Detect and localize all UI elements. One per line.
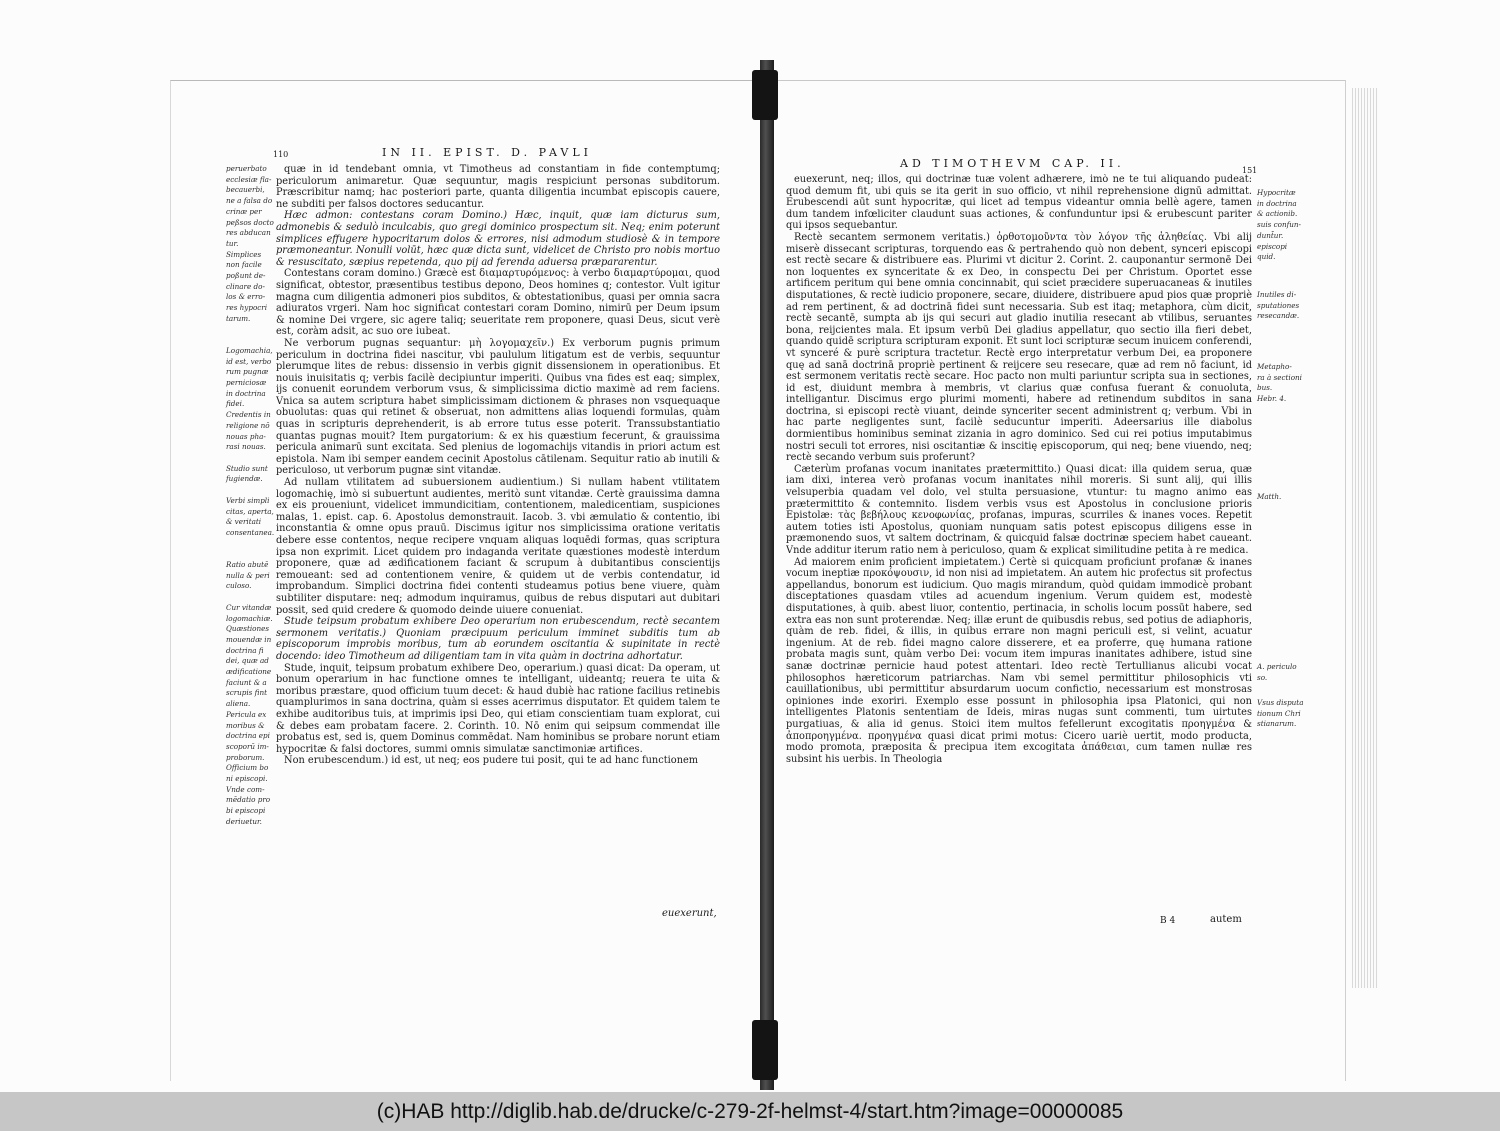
copyright-footer <box>0 1092 1500 1131</box>
right-catchword: autem <box>1210 914 1242 925</box>
footer-credit: (c)HAB http://diglib.hab.de/drucke/c-279-2f-helmst-4/start.htm?image=00000085 <box>376 1099 1124 1123</box>
right-margin-note: Metapho- ra à sectioni bus. Hebr. 4. <box>1257 362 1302 404</box>
left-paragraph: Hæc admon: contestans coram Domino.) Hæc, inquit, quæ iam dicturus sum, admonebis & sedulò inculcabis, quo gregi dominico prospectum sit. Neq; enim poterunt simplices effugere hypocritarum dolos & errores, nisi admodum studiosè & in tempore præmoneantur. Nonulli volūt, hæc quæ dicta sunt, videlicet de Christo pro nobis mortuo & resuscitato, sæpius repetenda, quo pij ad ferenda aduersa præpararentur. <box>276 210 720 268</box>
right-paragraph: Ad maiorem enim proficient impietatem.) Certè si quicquam proficiunt profanæ & inanes vocum ineptiæ προκόψουσιν, id non nisi ad impietatem. An autem hic profectus sit profectus appellandus, bonorum est iudicium. Quo magis mirandum, quòd quidam immodicè probant disceptationes quasdam vtiles ad acuendum ingenium. Verum quidem est, modestè disputationes, à quib. abest liuor, contentio, pertinacia, in scholis locum possūt habere, sed extra eas non sunt proterendæ. Neq; illæ erunt de quibusdis rebus, sed potius de adiaphoris, quàm de reb. fidei, & illis, in quibus errare non magni periculi est, si velint, acuatur ingenium. At de reb. fidei magno calore disserere, et ea proferre, quę humana ratione probata magis sunt, quàm verbo Dei: vocum item impuras inanitates adhibere, istud sine sanæ doctrinæ pernicie haud potest attentari. Ideo rectè Tertullianus alicubi vocat philosophos hæreticorum patriarchas. Nam vbi semel permittitur philosophicis vti cauillationibus, ubi permittitur absurdarum uocum confictio, necessarium est monstrosas opiniones inde exoriri. Exemplo esse possunt in philosophia ipsa Platonici, qui non intelligentes Platonis sententiam de Ideis, miras nugas sunt commenti, tum uirtutes purgatiuas, & alia id genus. Stoici item multos fefellerunt excogitatis προηγμένα & ἀποπροηγμένα. προηγμένα quasi dicat primi motus: Cicero uariè uertit, modo producta, modo promota, præposita & precipua item excogitata ἀπάθειαι, cum tamen nullæ res subsint his uerbis. In Theologia <box>786 556 1252 765</box>
page-edges <box>1352 88 1378 988</box>
left-paragraph: Stude teipsum probatum exhibere Deo operarium non erubescendum, rectè secantem sermonem veritatis.) Quoniam præcipuum periculum imminet subditis tum ab episcoporum improbis moribus, tum ab eorundem oscitantia & supinitate in rectè docendo: ideo Timotheum ad diligentiam tam in vita quàm in doctrina adhortatur. <box>276 616 720 662</box>
right-paragraph: Rectè secantem sermonem veritatis.) ὀρθοτομοῦντα τὸν λόγον τῆς ἀληθείας. Vbi alij miserè dissecant scripturas, torquendo eas & pertrahendo quò non debent, synceri episcopi est rectè secare & distribuere eas. Plurimi vt dicitur 2. Corint. 2. cauponantur sermonē Dei non loquentes ex synceritate & ex Deo, in conspectu Dei per Christum. Oportet esse artificem peritum qui bene omnia concinnabit, qui sciet præcidere superuacaneas & inutiles disputationes, & rectè iudicio proponere, secare, diuidere, distribuere apud pios quæ propriè ad rem pertinent, & ad doctrinā fidei sunt necessaria. Sub est itaq; metaphora, cùm dicit, rectè secantē, sumpta ab ijs qui securi aut gladio inutilia resecant ab vtilibus, seruantes bona, reijcientes mala. Et ipsum verbū Dei gladius appellatur, quo sectio illa fieri debet, quando quidē scriptura scripturam exponit. Et sunt loci scripturæ secum inuicem conferendi, vt synceré & purè scriptura tractetur. Rectè ergo interpretatur verbum Dei, ea proponere quę ad sanā doctrinā propriè pertinent & reijcere seu resecare, quæ ad rem nō faciunt, id est sermonem veritatis rectè secare. Hoc pacto non multi pariuntur scripta sua in sectiones, id est, diuidunt membra à membris, vt clarius quæ confusa fuerant & conuoluta, intelligantur. Discimus ergo plurimi momenti, habere ad retinendum subditos in sana doctrina, si episcopi rectè viuant, deinde synceriter secent administrent q; verbum. Vbi in hac parte negligentes sunt, facilè seducuntur imperiti. Adeersarius ille diabolus dormientibus hominibus seminat zizania in agro dominico. Sed cui rei potius imputabimus nostri seculi tot errores, nisi oscitantiæ & inscitię episcoporum, qui neq; bene viuendo, neq; rectè secando verbum suis proferunt? <box>786 231 1252 464</box>
right-margin-note: Hypocritæ in doctrina & actionib. suis confun- dunt̄ur. episcopi quid. <box>1257 188 1301 262</box>
right-margin-note: A. periculo so. <box>1257 662 1297 682</box>
left-folio: 110 <box>273 150 289 159</box>
spine-tab-bottom <box>752 1020 778 1080</box>
left-text-block <box>276 164 720 904</box>
spine-tab-top <box>752 70 778 120</box>
left-paragraph: Non erubescendum.) id est, ut neq; eos pudere tui posit, qui te ad hanc functionem <box>284 755 699 767</box>
right-margin-note: Inutiles di- sputationes resecandæ. <box>1257 290 1300 321</box>
left-paragraph: quæ in id tendebant omnia, vt Timotheus ad constantiam in fide contemptumq; periculorum animaretur. Quæ sequuntur, magis respiciunt personas subditorum. Præscribitur namq; hac posteriori parte, quanta diligentia incumbat episcopis cauere, ne subditi per falsos doctores seducantur. <box>276 164 720 210</box>
left-catchword: euexerunt, <box>662 908 717 919</box>
right-margin-note: Matth. <box>1257 492 1282 501</box>
left-paragraph: Contestans coram domino.) Græcè est διαμαρτυρόμενος: à verbo διαμαρτύρομαι, quod significat, obtestor, præsentibus testibus depono, Deos homines q; contestor. Vult igitur magna cum diligentia admoneri pios subditos, & obtestationibus, quasi per omnia sacra adiuratos vrgeri. Nam hoc significat contestari coram Domino, nimirū per Deum ipsum & nomine Dei vrgere, sic agere taliq; seueritate rem proponere, quasi Deus, sicut verè est, coràm adsit, ac suo ore iubeat. <box>276 268 720 338</box>
left-paragraph: Ad nullam vtilitatem ad subuersionem audientium.) Si nullam habent vtilitatem logomachię, imò si subuertunt audientes, meritò sunt vitandæ. Certè grauissima damna ex eis proueniunt, videlicet immundicitiam, contentionem, maledicentiam, suspiciones malas, 1. epist. cap. 6. Apostolus demonstrauit. Iacob. 3. vbi æmulatio & contentio, ibi inconstantia & omne opus prauū. Discimus igitur nos simplicissima oratione veritatis debere esse contentos, neque recipere vnquam aliquas loquēdi formas, quas scriptura ipsa non exprimit. Licet quidem pro indaganda veritate quæstiones modestè interdum proponere, quæ ad ædificationem faciant & scrupum à dubitantibus conscientijs remoueant: sed ad contentionem venire, & quidem ut de verbis contendatur, id improbandum. Simplici doctrina fidei contenti studeamus potius bene viuere, quàm subtiliter disputare: neq; admodum inquiramus, quibus de rebus disputari aut dubitari possit, sed quid credere & quomodo deinde uiuere conueniat. <box>276 477 720 616</box>
left-paragraph: Ne verborum pugnas sequantur: μὴ λογομαχεῖν.) Ex verborum pugnis primum periculum in doctrina fidei nascitur, vbi paululum litigatum est de verbis, sequuntur plerumque lites de rebus: dissensio in verbis gignit dissensionem in operationibus. Et nouis inuisitatis q; verbis facilè decipiuntur imperiti. Quibus vna fides est eaq; simplex, ijs conuenit eorundem verborum vsus, & simplicissima dictio maximè ad rem faciens. Vnica sa autem scriptura habet simplicissimam dictionem & phrases non vsquequaque obuolutas: quas qui retinet & obseruat, non admittens alias loquendi formulas, quàm quas in scripturis deprehenderit, is ab errore tutus esse poterit. Transsubstantiatio quantas pugnas mouit? Item purgatorium: & ex his quæstium fecerunt, & grauissima pericula animarū sunt excitata. Sed plenius de logomachijs vitandis in priori actum est epistola. Nam ibi semper eandem cecinit Apostolus cātilenam. Sequitur ratio ab inutili & periculoso, ut verborum pugnæ sint vitandæ. <box>276 337 720 477</box>
right-paragraph: euexerunt, neq; illos, qui doctrinæ tuæ volent adhærere, imò ne te tui aliquando pudeat: quod demum fit, ubi quis se ita gerit in suo officio, vt nihil reprehensione dignū admittat. Erubescendi aūt sunt hypocritæ, qui licet ad tempus videantur omnia bellè agere, tamen dum tandem infœliciter claudunt suas actiones, & confunduntur ipsi & erubescunt pariter qui ipsos sequebantur. <box>786 174 1252 232</box>
right-text-block <box>786 174 1252 914</box>
right-paragraph: Cæterùm profanas vocum inanitates prætermittito.) Quasi dicat: illa quidem serua, quæ iam dixi, interea verò profanas vocum inanitates nihil moreris. Si sunt alij, qui illis velsuperbia quadam vel dolo, vel stulta persuasione, vtuntur: tu magno animo eas prætermittito & contemnito. Iisdem verbis vsus est Apostolus in conclusione prioris Epistolæ: τὰς βεβήλους κενοφωνίας, profanas, impuras, scurriles & inanes voces. Repetit autem toties isti Apostolus, quoniam nunquam satis potest episcopus diligens esse in præmonendo suos, vt saltem doctrinam, & quicquid falsæ doctrinæ speciem habet caueant. Vnde additur iterum ratio nem à periculoso, quam & explicat similitudine petita à re medica. <box>786 463 1252 556</box>
left-paragraph: Stude, inquit, teipsum probatum exhibere Deo, operarium.) quasi dicat: Da operam, ut bonum operarium in hac functione omnes te intelligant, uideantq; reuera te uita & moribus præstare, quod officium tuum decet: & haud dubiè hac ratione facilius retinebis quamplurimos in sana doctrina, quàm si esses acerrimus disputator. Et quidem talem te exhibe auditoribus tuis, at imprimis ipsi Deo, qui etiam conscientiam tuam explorat, cui & debes eam probatam facere. 2. Corinth. 10. Nō enim qui seipsum commendat ille probatus est, sed is, quem Dominus commēdat. Nam hominibus se probare norunt etiam hypocritæ & falsi doctores, summi omnis simulatæ sanctimoniæ artifices. <box>276 662 720 755</box>
right-running-head: AD TIMOTHEVM CAP. II. <box>900 157 1125 170</box>
signature-mark: B 4 <box>1160 916 1176 926</box>
right-margin-note: Vsus disputa tionum Chri stianarum. <box>1257 698 1304 729</box>
book-spine <box>760 60 774 1090</box>
right-folio: 151 <box>1242 166 1258 175</box>
left-running-head: IN II. EPIST. D. PAVLI <box>382 146 592 159</box>
left-margin-notes: peruerbato ecclesiæ fla- becauerbi, ne a falsa do crinæ per peßsos docto res abducan tur. Simplices non facile poßunt de- clinare do- los & erro- res hypocri tarum. Logomachia, id est, verbo rum pugnæ perniciosæ in doctrina fidei. Credentis in religione nō nouas pha- rasi nouas. Studio sunt fugiendæ. Verbi simpli citas, aperta, & veritati consentanea. Ratio abutē nulla & peri culoso. Cur vitandæ logomachiæ. Quæstiones mouendæ in doctrina fi dei, quæ ad ædificatione faciunt & a scrupis fint aliena. Pericula ex moribus & doctrina epi scoporū im- proborum. Officium bo ni episcopi. Vnde com- mēdatio pro bi episcopi deriuetur. <box>226 164 275 826</box>
